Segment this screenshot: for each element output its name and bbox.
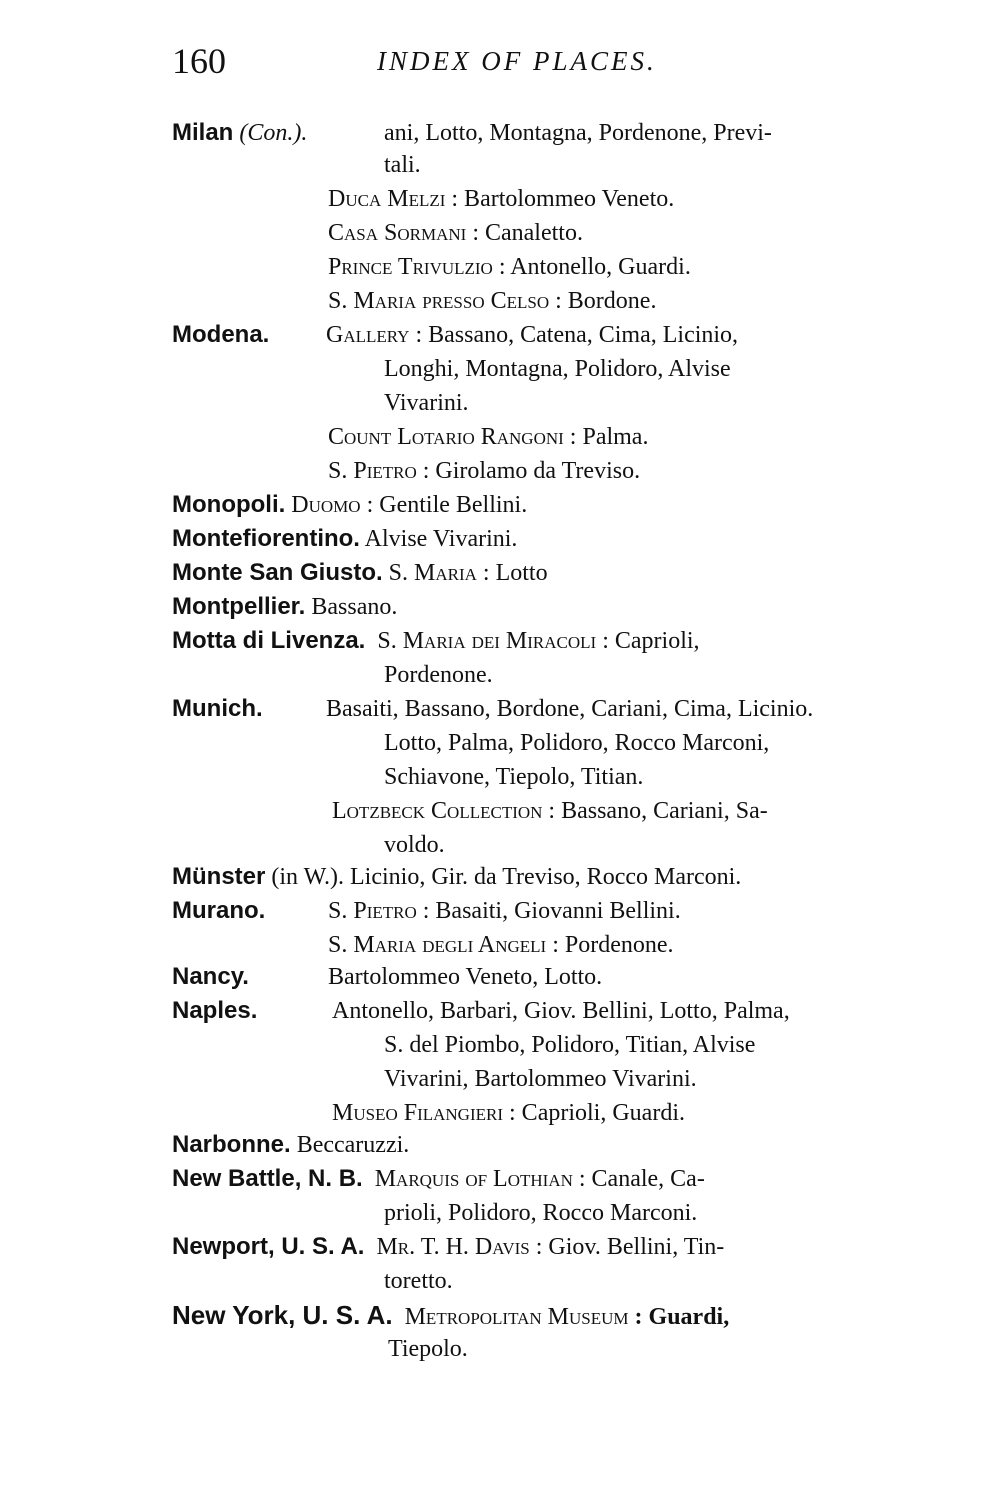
page-header	[172, 40, 892, 90]
collection-name: S. Maria	[388, 560, 477, 586]
collection-line	[332, 1098, 685, 1128]
artists: : Lotto	[476, 560, 548, 586]
artists: : Palma.	[563, 424, 649, 450]
collection-name: Duca Melzi	[328, 186, 446, 212]
collection-line	[328, 286, 656, 316]
collection-line	[328, 184, 674, 214]
collection-name: Count Lotario Rangoni	[328, 424, 564, 450]
collection-name: S. Maria dei Miracoli	[377, 628, 597, 654]
artists: : Pordenone.	[546, 932, 674, 958]
collection-line	[328, 456, 640, 486]
artists: : Basaiti, Giovanni Bellini.	[416, 898, 681, 924]
place-name: Montpellier.	[172, 593, 306, 620]
place-name: Montefiorentino.	[172, 525, 360, 552]
collection-name: Marquis of Lothian	[374, 1166, 573, 1192]
collection-line	[328, 218, 583, 248]
artists: : Bassano, Cariani, Sa-	[542, 798, 768, 824]
collection-name: Duomo	[291, 492, 361, 518]
entry-monte-san-giusto	[172, 558, 548, 588]
collection-name: Casa Sormani	[328, 220, 467, 246]
entry-continuation: Schiavone, Tiepolo, Titian.	[384, 764, 644, 790]
collection-name: S. Pietro	[328, 898, 417, 924]
entry-text: Antonello, Barbari, Giov. Bellini, Lotto, Palma,	[332, 998, 790, 1024]
entry-monopoli	[172, 490, 527, 520]
artists: Bassano.	[311, 594, 398, 620]
collection-name: S. Pietro	[328, 458, 417, 484]
entry-continuation: tali.	[384, 152, 421, 178]
entry-continuation: Vivarini, Bartolommeo Vivarini.	[384, 1066, 697, 1092]
entry-milan	[172, 118, 307, 148]
entry-continuation: S. del Piombo, Polidoro, Titian, Alvise	[384, 1032, 756, 1058]
entry-continuation: Vivarini.	[384, 390, 469, 416]
place-name: Murano.	[172, 897, 266, 924]
entry-nancy	[172, 962, 249, 992]
collection-line	[328, 252, 691, 282]
artists: : Canale, Ca-	[572, 1166, 705, 1192]
entry-continuation: Tiepolo.	[388, 1336, 468, 1362]
collection-name: Prince Trivulzio	[328, 254, 493, 280]
entry-motta-di-livenza	[172, 626, 700, 656]
collection-name: Mr. T. H. Davis	[376, 1234, 530, 1260]
place-name: Monopoli.	[172, 491, 286, 518]
artists: : Giov. Bellini, Tin-	[529, 1234, 725, 1260]
artists: : Canaletto.	[466, 220, 583, 246]
place-name: New Battle, N. B.	[172, 1165, 363, 1192]
entry-new-york	[172, 1300, 729, 1332]
entry-continuation: prioli, Polidoro, Rocco Marconi.	[384, 1200, 698, 1226]
running-title: INDEX OF PLACES.	[377, 46, 657, 76]
collection-name: Lotzbeck Collection	[332, 798, 543, 824]
entry-continuation: toretto.	[384, 1268, 453, 1294]
collection-name: Museo Filangieri	[332, 1100, 504, 1126]
artists: : Bassano, Catena, Cima, Licinio,	[409, 322, 739, 348]
place-name: Nancy.	[172, 963, 249, 990]
place-name: Milan	[172, 119, 234, 146]
collection-line	[326, 320, 738, 350]
collection-line	[332, 796, 768, 826]
entry-new-battle	[172, 1164, 705, 1194]
place-name: Newport, U. S. A.	[172, 1233, 365, 1260]
entry-modena	[172, 320, 269, 350]
entry-naples	[172, 996, 257, 1026]
place-name: New York, U. S. A.	[172, 1300, 393, 1330]
place-name: Münster	[172, 863, 266, 890]
artists: Beccaruzzi.	[296, 1132, 410, 1158]
place-name: Naples.	[172, 997, 258, 1024]
collection-name: Gallery	[326, 322, 410, 348]
page-number: 160	[172, 41, 226, 81]
place-name: Narbonne.	[172, 1131, 291, 1158]
entry-munich	[172, 694, 263, 724]
place-name: Motta di Livenza.	[172, 627, 366, 654]
artists: : Girolamo da Treviso.	[416, 458, 641, 484]
artists: : Bordone.	[549, 288, 657, 314]
entry-continuation: Pordenone.	[384, 662, 493, 688]
collection-line	[328, 422, 648, 452]
place-name: Monte San Giusto.	[172, 559, 383, 586]
artists: : Guardi,	[628, 1304, 730, 1330]
entry-continuation: Lotto, Palma, Polidoro, Rocco Marconi,	[384, 730, 770, 756]
artists: : Antonello, Guardi.	[492, 254, 691, 280]
collection-line	[328, 930, 674, 960]
entry-continuation: voldo.	[384, 832, 445, 858]
entry-text: Basaiti, Bassano, Bordone, Cariani, Cima, Licinio.	[326, 696, 814, 722]
entry-munster	[172, 862, 741, 892]
entry-montpellier	[172, 592, 397, 622]
artists: : Caprioli, Guardi.	[503, 1100, 685, 1126]
entry-newport	[172, 1232, 724, 1262]
artists: (in W.). Licinio, Gir. da Treviso, Rocco Marconi.	[265, 864, 742, 890]
artists: : Caprioli,	[596, 628, 700, 654]
entry-narbonne	[172, 1130, 409, 1160]
entry-text: ani, Lotto, Montagna, Pordenone, Previ-	[384, 120, 772, 146]
place-name: Modena.	[172, 321, 270, 348]
collection-name: S. Maria presso Celso	[328, 288, 550, 314]
artists: Alvise Vivarini.	[364, 526, 518, 552]
collection-line	[328, 896, 681, 926]
collection-name: Metropolitan Museum	[404, 1304, 629, 1330]
artists: : Gentile Bellini.	[360, 492, 528, 518]
collection-name: S. Maria degli Angeli	[328, 932, 547, 958]
place-suffix: (Con.).	[233, 120, 308, 146]
artists: : Bartolommeo Veneto.	[445, 186, 675, 212]
place-name: Munich.	[172, 695, 263, 722]
entry-murano	[172, 896, 265, 926]
entry-continuation: Longhi, Montagna, Polidoro, Alvise	[384, 356, 731, 382]
entry-text: Bartolommeo Veneto, Lotto.	[328, 964, 603, 990]
entry-montefiorentino	[172, 524, 517, 554]
